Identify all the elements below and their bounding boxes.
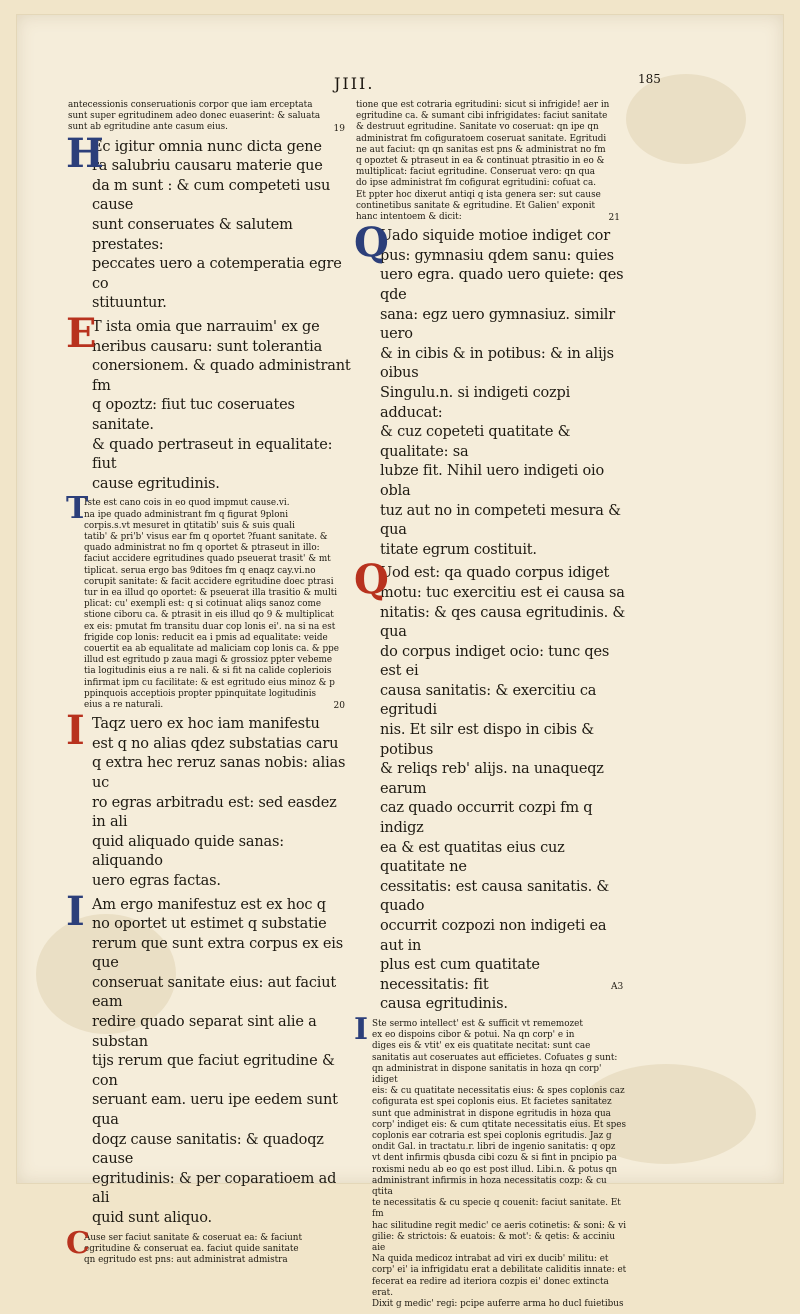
illuminated-initial: H <box>66 129 104 177</box>
right-paragraph <box>356 100 628 223</box>
folio-title: JIII. <box>334 74 375 93</box>
commentary-text: antecessionis conseruationis corpor que iam erceptata sunt super egritudinem adeo donec euaserint: & saluata sunt ab egritudine ante casum eius. <box>68 100 321 133</box>
page-header <box>16 70 784 94</box>
left-paragraph <box>66 491 353 712</box>
right-paragraph <box>354 219 628 560</box>
commentary-text: Iste est cano cois in eo quod impmut cause.vi. na ipe quado administrant fm q figurat 9ploni corpis.s.vt mesuret in qtitatib' suis & suis quali tatib' & pri'b' visus ear fm q oportet ?fuant sanitate. & quado administrat no fm q oportet & ptraseut in illo: faciut accidere egritudines quado pseuerat trasit' & mt tiplicat. serua ergo bas 9ditoes fm q enaqz cay.vi.no corupit sanitate: & facit accidere egritudine doec ptrasi tur in ea illud qo oportet: & pseuerat illa trasitio & multi plicat: cu' exempli est: q si cotinuat aliqs sanoz come stione ciboru ca. & ptrasit in eis illud qo 9 & multiplicat ex eis: pmutat fm transitu duar cop lonis ei'. na si na est frigide cop lonis: reducit ea i pmis ad equalitate: veide couertit ea ab equalitate ad maliciam cop lonis ca. & ppe illud est egritudo p zaua magi & grossioz ppter vebeme tia logitudinis eius a re nali. & si fit na calide copleriois infirmat ipm cu facilitate: & est egritudo eius minoz & p ppinquois acceptiois propter ppinquitate logitudinis eius a re naturali. <box>84 498 340 710</box>
right-text-column <box>356 100 628 1314</box>
illuminated-initial: I <box>354 1011 369 1047</box>
left-text-column <box>68 100 353 1270</box>
section-number: 21 <box>608 213 620 224</box>
illuminated-initial: Q <box>354 219 389 267</box>
section-number: 19 <box>333 123 345 134</box>
body-text-large: Ec igitur omnia nunc dicta gene ra salubriu causaru materie que da m sunt : & cum competeti usu cause sunt conseruates & salutem prestates: peccates uero a cotemperatia egre co stituuntur. <box>92 138 342 312</box>
right-paragraph <box>354 1011 628 1310</box>
illuminated-initial: I <box>66 707 85 755</box>
section-number: 20 <box>333 701 345 712</box>
left-paragraph <box>66 129 353 314</box>
commentary-text: Ause ser faciut sanitate & coseruat ea: & faciunt egritudine & conseruat ea. faciut quide sanitate qn egritudo est pns: aut administrat admistra <box>84 1232 303 1265</box>
left-paragraph <box>66 707 353 891</box>
illuminated-initial: Q <box>354 556 389 604</box>
book-page <box>16 14 784 1310</box>
body-text-large: Taqz uero ex hoc iam manifestu est q no alias qdez substatias caru q extra hec reruz sanas nobis: alias uc ro egras arbitradu est: sed easdez in ali quid aliquado quide sanas: aliquando uero egras factas. <box>92 716 346 889</box>
left-paragraph <box>66 309 353 494</box>
body-text-large: Am ergo manifestuz est ex hoc q no oportet ut estimet q substatie rerum que sunt extra corpus ex eis que conseruat sanitate eius: aut faciut eam redire quado separat sint alie a substan tijs rerum que faciut egritudine & con seruant eam. ueru ipe eedem sunt qua doqz cause sanitatis: & quadoqz cause egritudinis: & per coparatioem ad ali quid sunt aliquo. <box>92 896 343 1226</box>
body-text-large: Uod est: qa quado corpus idiget motu: tuc exercitiu est ei causa sa nitatis: & qes causa egritudinis. & qua do corpus indiget ocio: tunc qes est ei causa sanitatis: & exercitiu ca egritudi nis. Et silr est dispo in cibis & potibus & reliqs reb' alijs. na unaqueqz earum caz quado occurrit cozpi fm q indigz ea & est quatitas eius cuz quatitate ne cessitatis: est causa sanitatis. & quado occurrit cozpozi non indigeti ea aut in plus est cum quatitate necessitatis: fit causa egritudinis. <box>380 565 626 1013</box>
commentary-text: Ste sermo intellect' est & sufficit vt rememozet ex eo dispoins cibor & potui. Na qn corp' e in diges eis & vtit' ex eis quatitate necitat: sunt cae sanitatis aut coseruates aut efficietes. Cofuates g sunt: qn administrat in dispone sanitatis in hoza qn corp' idiget eis: & cu quatitate necessitatis eius: & spes coplonis caz cofigurata est spei coplonis eius. Et facietes sanitatez sunt que administrat in dispone egritudis in hoza qua corp' indiget eis: & cum qtitate necessitatis eius. Et spes coplonis ear cotraria est spei coplonis egritudis. Jaz g ondit Gal. in tractatu.r. libri de ingenio sanitatis: q opz vt dent infirmis qbusda cibi cozu & si fint in pncipio pa roxismi nedu ab eo qo est post illud. Libi.n. & potus qn administrant infirmis in hoza necessitatis cozp: & cu qtita te necessitatis & cu specie q couenit: faciut sanitate. Et fm hac silitudine regit medic' ce aeris cotinetis: & soni: & vi gilie: & strictois: & euatois: & mot': & qetis: & acciniu aie Na quida medicoz intrabat ad viri ex ducib' militu: et corp' ei' ia infrigidatu erat a debilitate caliditis innate: et fecerat ea redire ad iteriora cozpis ei' donec extincta erat. Dixit g medic' regi: pcipe auferre arma ho ducl fuietibus <box>372 1018 627 1310</box>
illuminated-initial: T <box>66 491 89 527</box>
body-text-large: Uado siquide motioe indiget cor pus: gymnasiu qdem sanu: quies uero egra. quado uero quiete: qes qde sana: egz uero gymnasiuz. similr uero & in cibis & in potibus: & in alijs oibus Singulu.n. si indigeti cozpi adducat: & cuz copeteti quatitate & qualitate: sa lubze fit. Nihil uero indigeti oio obla tuz aut no in competeti mesura & qua titate egrum costituit. <box>380 228 624 558</box>
illuminated-initial: C <box>66 1225 90 1261</box>
left-paragraph <box>68 100 353 134</box>
right-paragraph <box>354 556 628 1015</box>
body-text-large: T ista omia que narrauim' ex ge neribus causaru: sunt tolerantia conersionem. & quado administrant fm q opoztz: fiut tuc coseruates sanitate. & quado pertraseut in equalitate: fiut cause egritudinis. <box>92 318 351 492</box>
signature-mark: A3 <box>611 982 624 992</box>
illuminated-initial: I <box>66 887 85 935</box>
illuminated-initial: E <box>66 309 97 357</box>
commentary-text: tione que est cotraria egritudini: sicut si infrigide! aer in egritudine ca. & sumant cibi infrigidates: faciut sanitate & destruut egritudine. Sanitate vo coseruat: qn ipe qn administrat fm cofiguratoem coseruat sanitate. Egritudi ne aut faciut: qn qn sanitas est pns & administrat no fm q opoztet & ptraseut in ea & continuat ptrasitio in eo & multiplicat: faciut egritudine. Conseruat vero: qn qua do ipse administrat fm cofigurat egritudini: cofuat ca. Et ppter hoc dixerut antiqi q ista genera ser: sut cause continetibus sanitate & egritudine. Et Galien' exponit hanc intentoem & dicit: <box>356 100 610 223</box>
page-number: 185 <box>638 72 661 86</box>
left-paragraph <box>66 1225 353 1267</box>
left-paragraph <box>66 887 353 1229</box>
